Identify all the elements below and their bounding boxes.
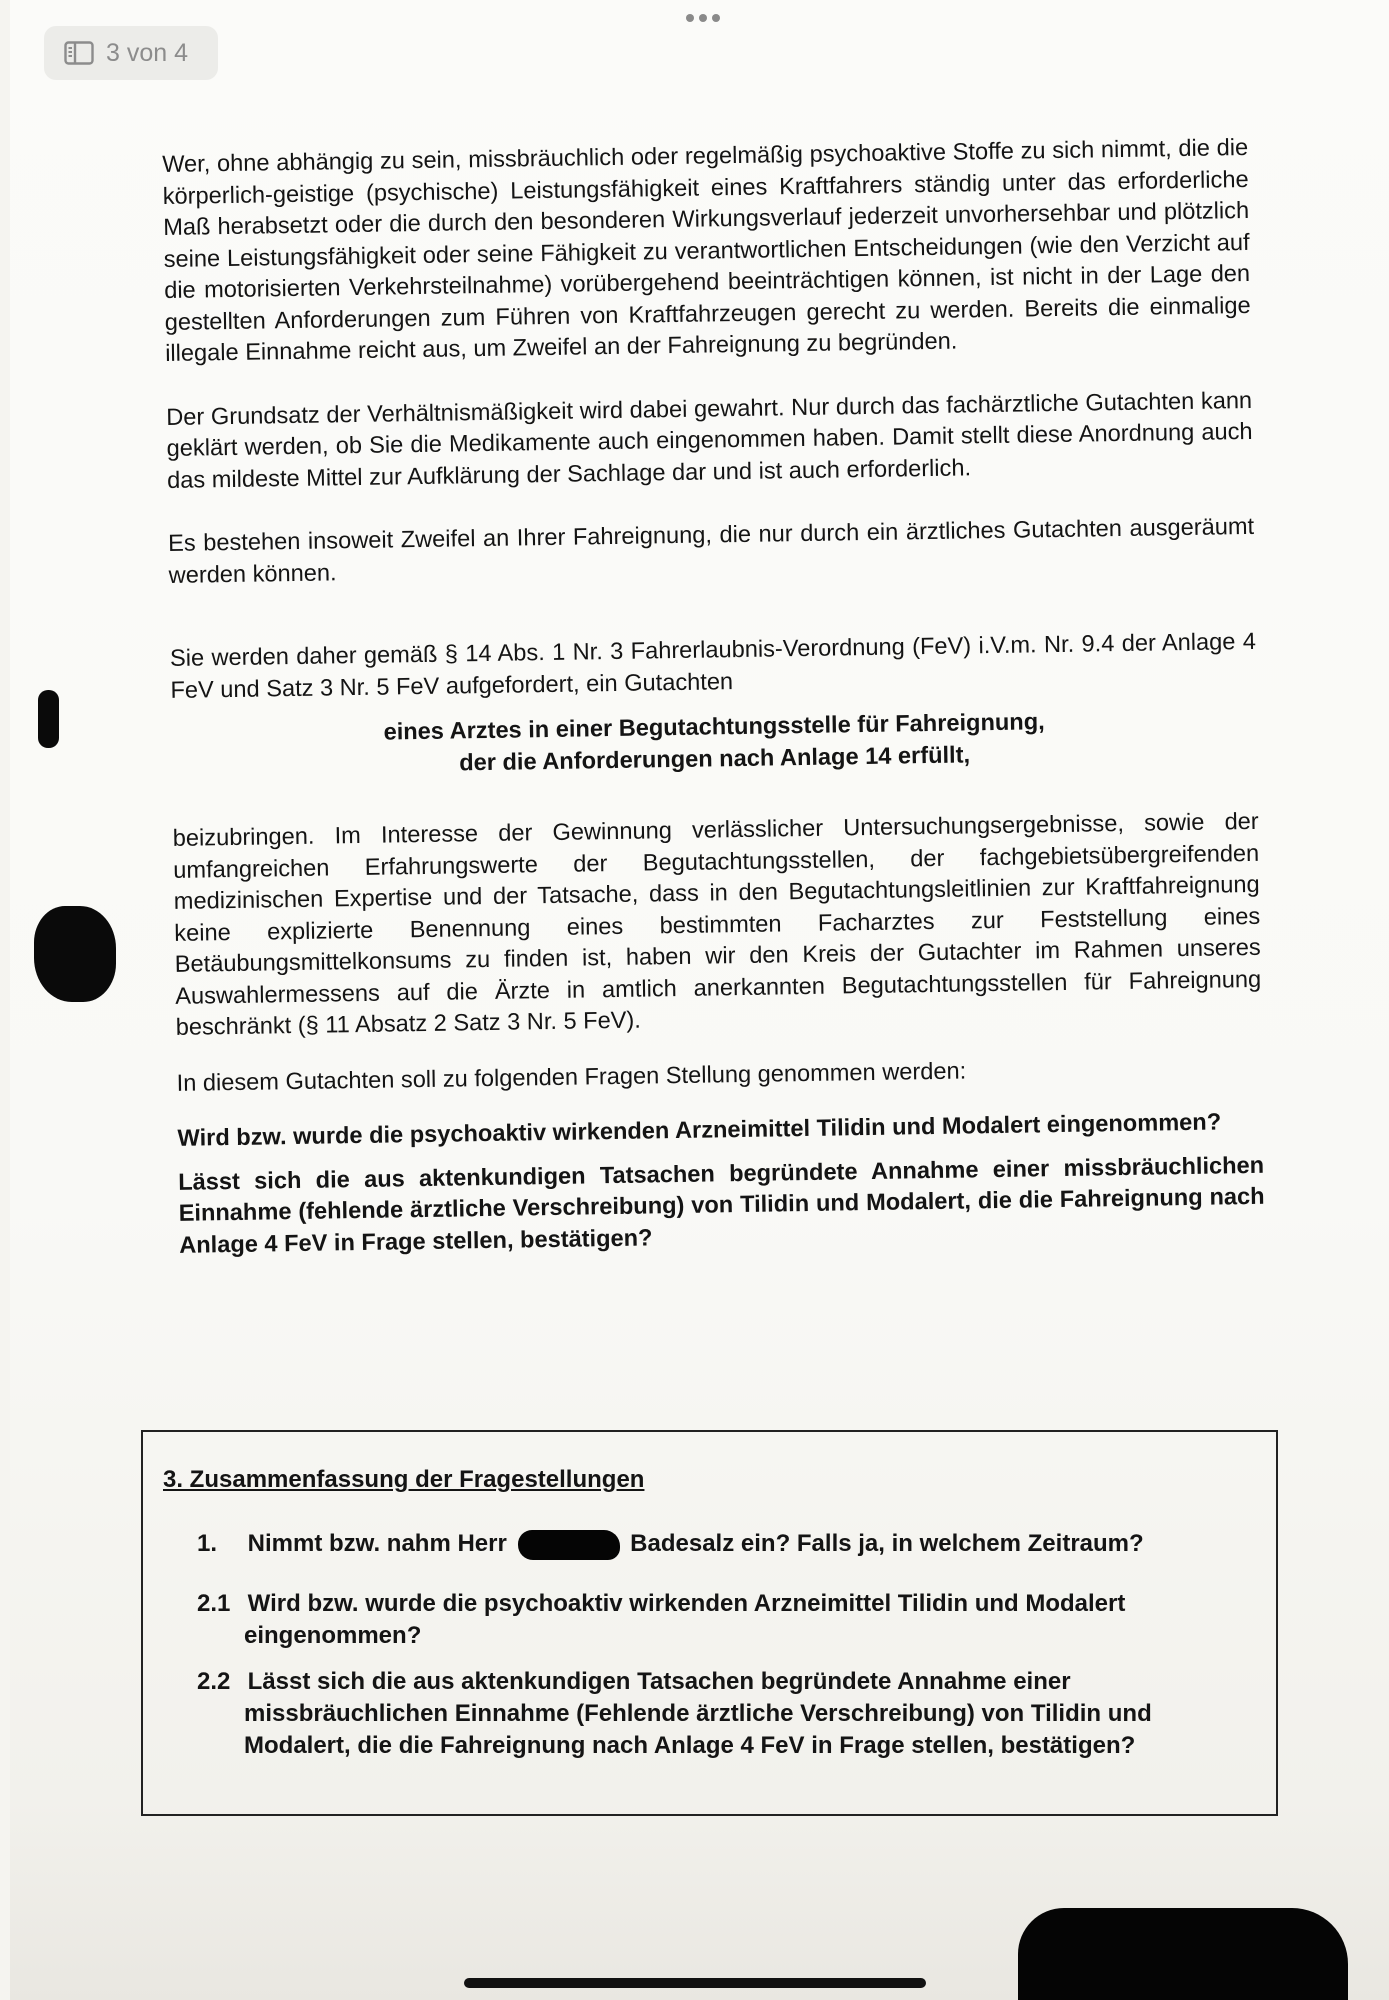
item-number: 2.1	[197, 1590, 231, 1617]
redaction-mark	[34, 906, 116, 1002]
summary-item	[197, 1588, 1247, 1652]
redaction-mark	[1018, 1908, 1348, 2000]
centered-requirement-line: der die Anforderungen nach Anlage 14 erfüllt,	[459, 741, 971, 776]
paragraph: Es bestehen insoweit Zweifel an Ihrer Fahreignung, die nur durch ein ärztliches Gutachten ausgeräumt werden können.	[167, 513, 1255, 589]
question: Wird bzw. wurde die psychoaktiv wirkenden Arzneimittel Tilidin und Modalert eingenommen?	[177, 1109, 1222, 1152]
item-text: Nimmt bzw. nahm Herr	[247, 1530, 507, 1557]
centered-requirement-line: eines Arztes in einer Begutachtungsstelle für Fahreignung,	[383, 709, 1045, 746]
page-indicator[interactable]	[44, 26, 218, 80]
paragraph: beizubringen. Im Interesse der Gewinnung verlässlicher Untersuchungsergebnisse, sowie der umfangreichen Erfahrungswerte der Begutachtungsstellen, der fachgebietsübergreifenden medizinischen Expertise und der Tatsache, dass in den Begutachtungsleitlinien zur Kraftfahreignung keine explizierte Benennung eines bestimmten Facharztes zur Feststellung eines Betäubungsmittelkonsums zu finden ist, haben wir den Kreis der Gutachter im Rahmen unseres Auswahlermessens auf die Ärzte in amtlich anerkannten Begutachtungsstellen für Fahreignung beschränkt (§ 11 Absatz 2 Satz 3 Nr. 5 FeV).	[172, 808, 1262, 1041]
redaction-mark	[38, 690, 59, 748]
item-text: Wird bzw. wurde die psychoaktiv wirkenden Arzneimittel Tilidin und Modalert	[247, 1590, 1126, 1617]
item-text: missbräuchlichen Einnahme (Fehlende ärztliche Verschreibung) von Tilidin und	[244, 1700, 1152, 1727]
redaction-mark	[518, 1530, 620, 1560]
page-indicator-label: 3 von 4	[106, 38, 189, 67]
item-text: Badesalz ein? Falls ja, in welchem Zeitraum?	[630, 1530, 1144, 1557]
item-text: eingenommen?	[244, 1622, 422, 1649]
summary-box	[141, 1430, 1278, 1816]
paragraph: Der Grundsatz der Verhältnismäßigkeit wird dabei gewahrt. Nur durch das fachärztliche Gutachten kann geklärt werden, ob Sie die Medikamente auch eingenommen haben. Damit stellt diese Anordnung auch das mildeste Mittel zur Aufklärung der Sachlage dar und ist auch erforderlich.	[165, 387, 1253, 494]
document-body	[162, 133, 1265, 1262]
summary-title: 3. Zusammenfassung der Fragestellungen	[163, 1466, 645, 1493]
question: Lässt sich die aus aktenkundigen Tatsachen begründete Annahme einer missbräuchlichen Einnahme (fehlende ärztliche Verschreibung) von Tilidin und Modalert, die die Fahreignung nach Anlage 4 FeV in Frage stellen, bestätigen?	[178, 1152, 1265, 1259]
summary-item	[197, 1666, 1257, 1762]
item-number: 2.2	[197, 1668, 231, 1695]
summary-item	[197, 1528, 1144, 1560]
item-text: Lässt sich die aus aktenkundigen Tatsachen begründete Annahme einer	[247, 1668, 1071, 1695]
item-text: Modalert, die die Fahreignung nach Anlage 4 FeV in Frage stellen, bestätigen?	[244, 1732, 1136, 1759]
sidebar-icon	[64, 41, 94, 65]
paragraph: Wer, ohne abhängig zu sein, missbräuchlich oder regelmäßig psychoaktive Stoffe zu sich nimmt, die die körperlich-geistige (psychische) Leistungsfähigkeit eines Kraftfahrers ständig unter das erforderliche Maß herabsetzt oder die durch den besonderen Wirkungsverlauf jederzeit unvorhersehbar und plötzlich seine Leistungsfähigkeit oder seine Fähigkeit zu verantwortlichen Entscheidungen (wie den Verzicht auf die motorisierten Verkehrsteilnahme) vorübergehend beeinträchtigen können, ist nicht in der Lage den gestellten Anforderungen zum Führen von Kraftfahrzeugen gerecht zu werden. Bereits die einmalige illegale Einnahme reicht aus, um Zweifel an der Fahreignung zu begründen.	[162, 134, 1251, 367]
document-page	[10, 0, 1389, 2000]
paragraph: Sie werden daher gemäß § 14 Abs. 1 Nr. 3 Fahrerlaubnis-Verordnung (FeV) i.V.m. Nr. 9.4 der Anlage 4 FeV und Satz 3 Nr. 5 FeV aufgefordert, ein Gutachten	[169, 628, 1257, 704]
item-number: 1.	[197, 1530, 218, 1557]
home-indicator[interactable]	[464, 1978, 926, 1988]
more-dots-icon[interactable]	[686, 14, 720, 22]
paragraph: In diesem Gutachten soll zu folgenden Fragen Stellung genommen werden:	[176, 1057, 967, 1097]
